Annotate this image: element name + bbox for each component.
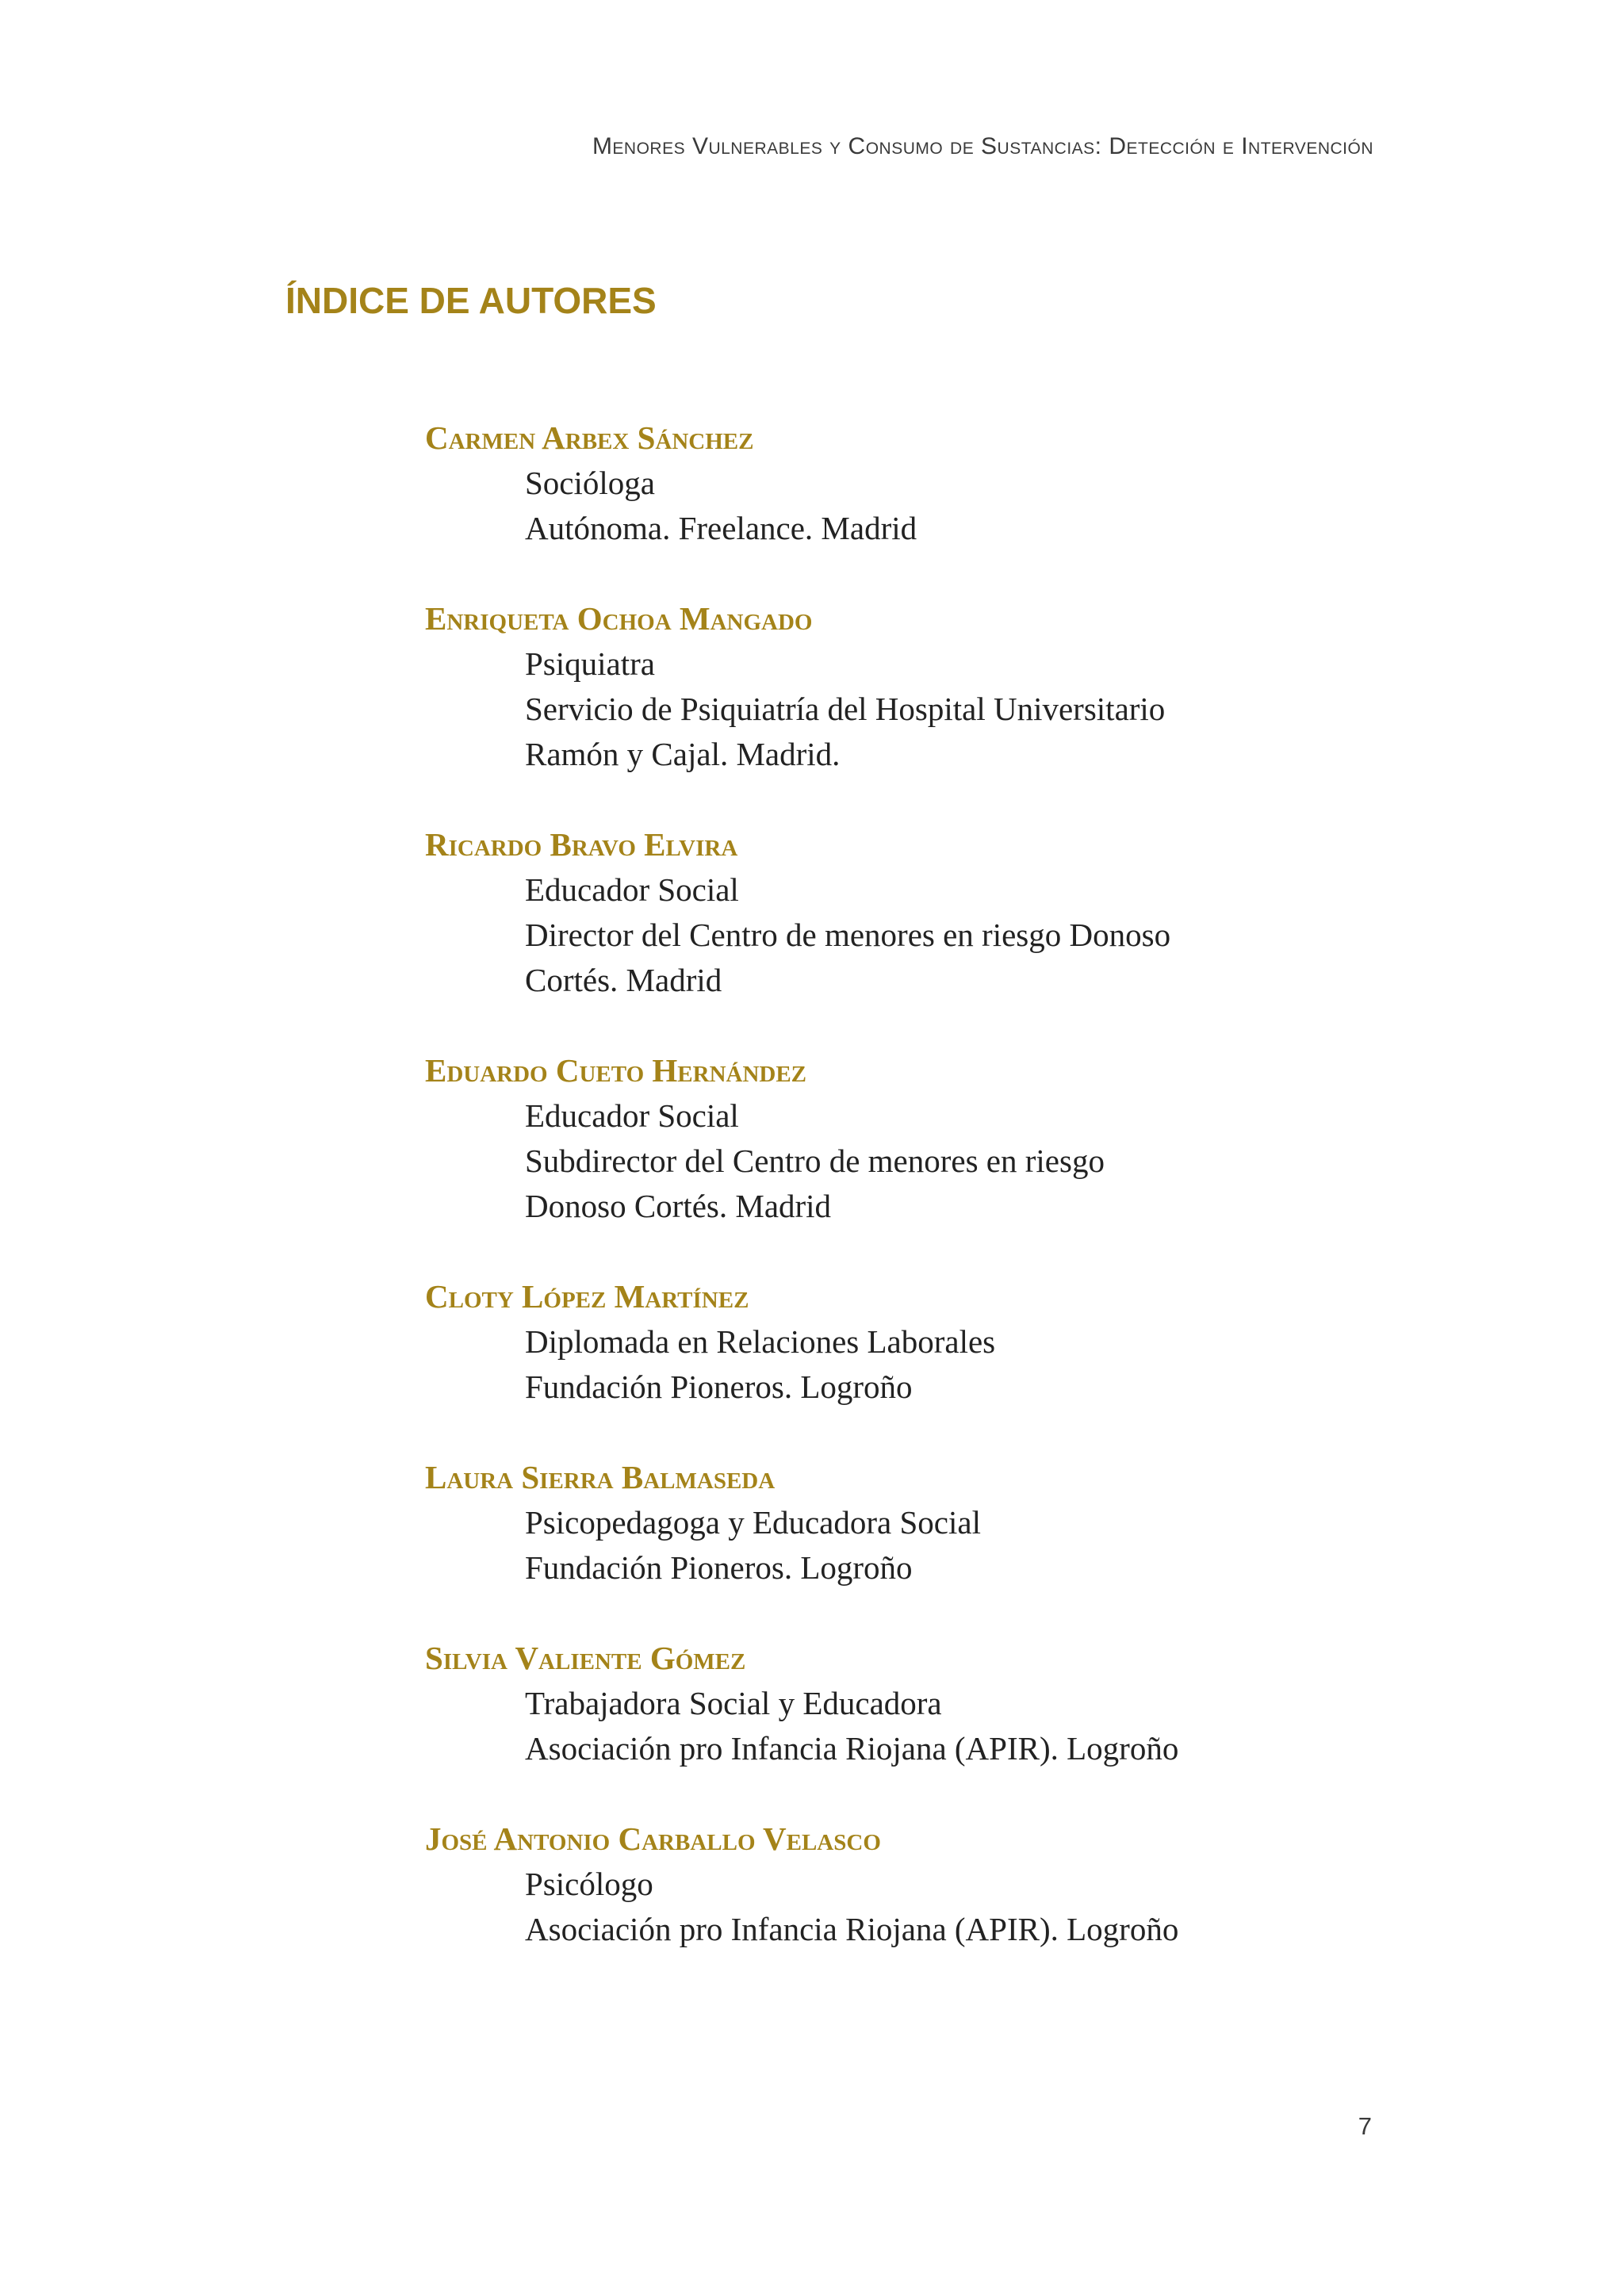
author-list [425, 415, 1456, 1997]
author-name: Eduardo Cueto Hernández [425, 1052, 807, 1089]
author-affiliation: Ramón y Cajal. Madrid. [525, 736, 841, 772]
author-profession: Educador Social [525, 1097, 739, 1134]
page-title: ÍNDICE DE AUTORES [285, 280, 657, 321]
author-affiliation: Asociación pro Infancia Riojana (APIR). Logroño [525, 1911, 1179, 1947]
author-entry [425, 596, 1456, 777]
author-name: Carmen Arbex Sánchez [425, 419, 754, 456]
author-name: Enriqueta Ochoa Mangado [425, 600, 813, 637]
author-profession: Trabajadora Social y Educadora [525, 1685, 942, 1721]
author-name: Laura Sierra Balmaseda [425, 1459, 776, 1495]
author-entry [425, 1636, 1456, 1771]
author-affiliation: Asociación pro Infancia Riojana (APIR). Logroño [525, 1730, 1179, 1767]
author-entry [425, 1048, 1456, 1229]
author-profession: Psiquiatra [525, 645, 655, 682]
author-entry [425, 1455, 1456, 1591]
author-entry [425, 822, 1456, 1003]
author-profession: Educador Social [525, 871, 739, 908]
author-entry [425, 415, 1456, 551]
author-affiliation: Cortés. Madrid [525, 962, 722, 998]
author-affiliation: Donoso Cortés. Madrid [525, 1188, 832, 1224]
author-affiliation: Autónoma. Freelance. Madrid [525, 510, 917, 546]
author-profession: Socióloga [525, 465, 655, 501]
author-affiliation: Subdirector del Centro de menores en riesgo [525, 1143, 1105, 1179]
author-affiliation: Fundación Pioneros. Logroño [525, 1549, 913, 1586]
author-profession: Psicopedagoga y Educadora Social [525, 1504, 981, 1541]
author-profession: Psicólogo [525, 1866, 653, 1902]
author-affiliation: Servicio de Psiquiatría del Hospital Universitario [525, 691, 1166, 727]
running-header: Menores Vulnerables y Consumo de Sustancias: Detección e Intervención [592, 133, 1373, 159]
author-name: Ricardo Bravo Elvira [425, 826, 738, 863]
author-entry [425, 1816, 1456, 1952]
author-name: José Antonio Carballo Velasco [425, 1820, 881, 1857]
author-affiliation: Fundación Pioneros. Logroño [525, 1369, 913, 1405]
author-profession: Diplomada en Relaciones Laborales [525, 1323, 996, 1360]
author-name: Silvia Valiente Gómez [425, 1640, 746, 1676]
author-entry [425, 1274, 1456, 1410]
author-name: Cloty López Martínez [425, 1278, 749, 1315]
page-number: 7 [1358, 2112, 1372, 2140]
author-affiliation: Director del Centro de menores en riesgo Donoso [525, 917, 1171, 953]
